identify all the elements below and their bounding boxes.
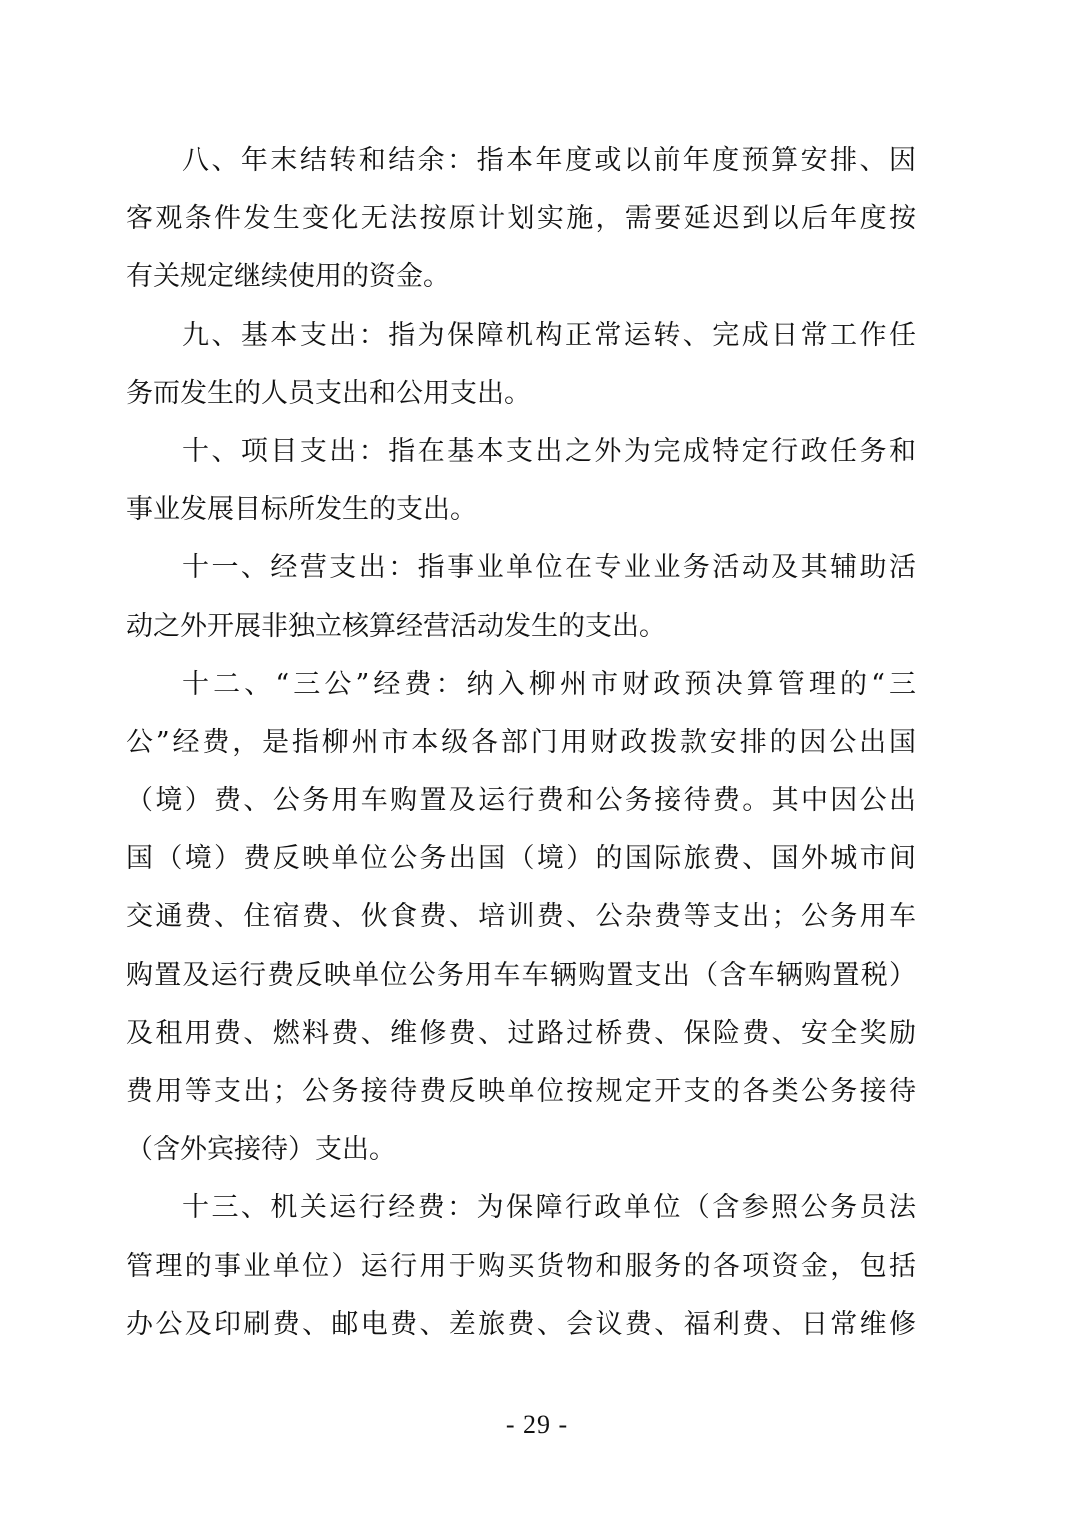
text-line: 有关规定继续使用的资金。 [126, 261, 450, 293]
text-line: 八、年末结转和结余：指本年度或以前年度预算安排、因 [182, 145, 916, 176]
text-line: （含外宾接待）支出。 [126, 1134, 396, 1166]
text-line: 十一、经营支出：指事业单位在专业业务活动及其辅助活 [182, 552, 916, 584]
text-line: 十二、“三公”经费：纳入柳州市财政预决算管理的“三 [182, 668, 916, 700]
text-line: 动之外开展非独立核算经营活动发生的支出。 [126, 610, 666, 642]
text-line: 费用等支出；公务接待费反映单位按规定开支的各类公务接待 [126, 1076, 916, 1107]
text-line: 交通费、住宿费、伙食费、培训费、公杂费等支出；公务用车 [126, 901, 916, 933]
text-line: 公”经费，是指柳州市本级各部门用财政拨款安排的因公出国 [126, 726, 916, 758]
text-line: 客观条件发生变化无法按原计划实施，需要延迟到以后年度按 [126, 203, 916, 235]
text-line: 十三、机关运行经费：为保障行政单位（含参照公务员法 [182, 1192, 916, 1224]
text-line: 办公及印刷费、邮电费、差旅费、会议费、福利费、日常维修 [126, 1308, 916, 1340]
text-line: 及租用费、燃料费、维修费、过路过桥费、保险费、安全奖励 [126, 1017, 916, 1049]
text-line: 十、项目支出：指在基本支出之外为完成特定行政任务和 [182, 435, 916, 467]
body-text [126, 137, 916, 1359]
text-line: 管理的事业单位）运行用于购买货物和服务的各项资金，包括 [126, 1250, 916, 1282]
text-line: 国（境）费反映单位公务出国（境）的国际旅费、国外城市间 [126, 843, 916, 875]
text-line: 九、基本支出：指为保障机构正常运转、完成日常工作任 [182, 319, 916, 351]
text-line: （境）费、公务用车购置及运行费和公务接待费。其中因公出 [126, 785, 916, 817]
text-line: 购置及运行费反映单位公务用车车辆购置支出（含车辆购置税） [126, 959, 916, 991]
text-line: 务而发生的人员支出和公用支出。 [126, 377, 531, 409]
text-line: 事业发展目标所发生的支出。 [126, 494, 477, 526]
page-number: - 29 - [505, 1410, 569, 1439]
